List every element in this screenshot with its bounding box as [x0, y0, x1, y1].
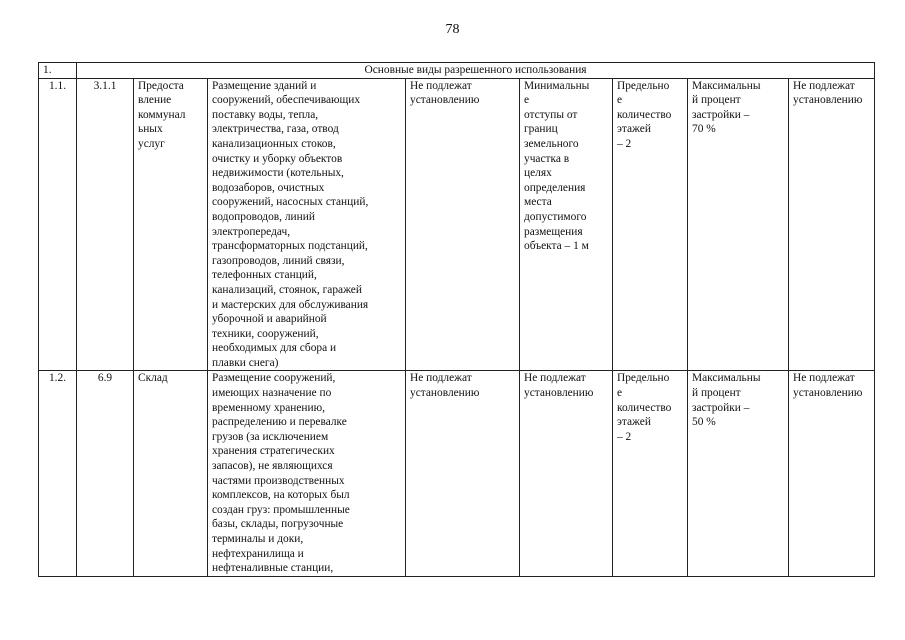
- row-number: 1.1.: [39, 78, 77, 371]
- land-use-table: [38, 62, 875, 577]
- row-number: 1.2.: [39, 371, 77, 576]
- coverage-limit: Максимальны й процент застройки – 50 %: [688, 371, 789, 576]
- section-header-row: [39, 63, 875, 79]
- table-row: [39, 371, 875, 576]
- use-name: Склад: [134, 371, 208, 576]
- plot-area-limit: Не подлежат установлению: [406, 371, 520, 576]
- use-name: Предоста вление коммунал ьных услуг: [134, 78, 208, 371]
- other-limits: Не подлежат установлению: [789, 78, 875, 371]
- section-title: Основные виды разрешенного использования: [77, 63, 875, 79]
- coverage-limit: Максимальны й процент застройки – 70 %: [688, 78, 789, 371]
- floors-limit: Предельно е количество этажей – 2: [613, 371, 688, 576]
- plot-area-limit: Не подлежат установлению: [406, 78, 520, 371]
- other-limits: Не подлежат установлению: [789, 371, 875, 576]
- table-row: [39, 78, 875, 371]
- section-number: 1.: [39, 63, 77, 79]
- page-number: 78: [445, 22, 460, 37]
- use-code: 6.9: [77, 371, 134, 576]
- setback-limit: Минимальны е отступы от границ земельного участка в целях определения места допустимого размещения объекта – 1 м: [520, 78, 613, 371]
- use-code: 3.1.1: [77, 78, 134, 371]
- use-description: Размещение сооружений, имеющих назначение по временному хранению, распределению и перевалке грузов (за исключением хранения стратегических запасов), не являющихся частями производственных комплексов, на которых был создан груз: промышленные базы, склады, погрузочные терминалы и доки, нефтехранилища и нефтеналивные станции,: [208, 371, 406, 576]
- use-description: Размещение зданий и сооружений, обеспечивающих поставку воды, тепла, электричества, газа, отвод канализационных стоков, очистку и уборку объектов недвижимости (котельных, водозаборов, очистных сооружений, насосных станций, водопроводов, линий электропередач, трансформаторных подстанций, газопроводов, линий связи, телефонных станций, канализаций, стоянок, гаражей и мастерских для обслуживания уборочной и аварийной техники, сооружений, необходимых для сбора и плавки снега): [208, 78, 406, 371]
- setback-limit: Не подлежат установлению: [520, 371, 613, 576]
- floors-limit: Предельно е количество этажей – 2: [613, 78, 688, 371]
